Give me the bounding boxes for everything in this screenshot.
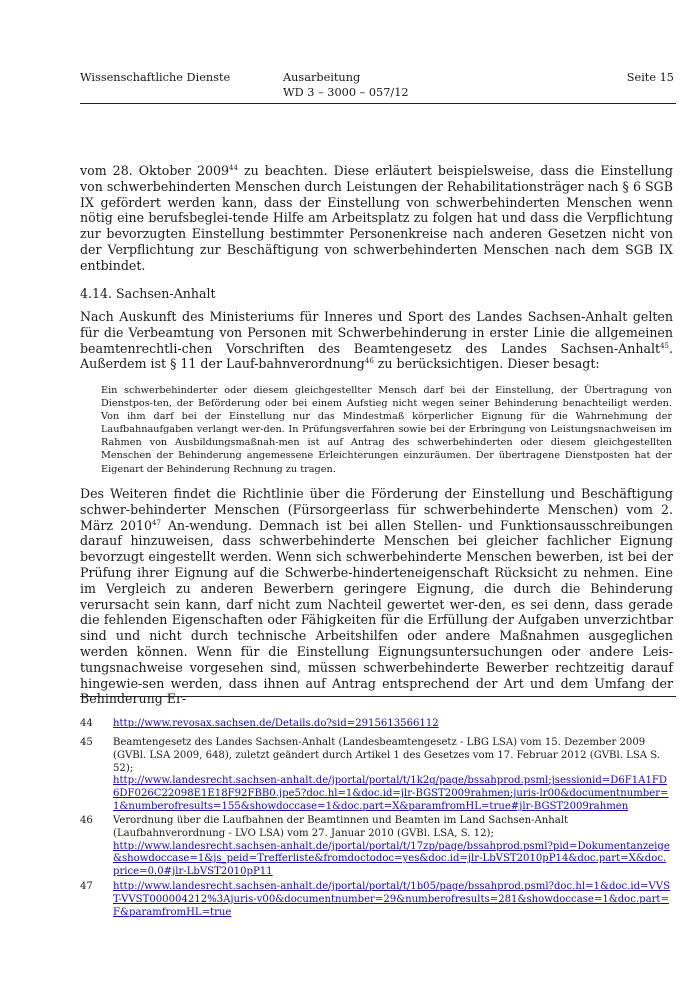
footnote-link[interactable]: http://www.revosax.sachsen.de/Details.do?sid=2915613566112 xyxy=(113,718,439,729)
paragraph-sachsen-anhalt xyxy=(80,309,673,372)
footnote-number: 45 xyxy=(80,737,93,748)
paragraph-fuersorgeerlass xyxy=(80,486,673,707)
paragraph-intro-text-2: zu beachten. Diese erläutert beispielsweise, dass die Einstellung von schwerbehinderten Menschen durch Leistungen der Rehabilitationsträger nach § 6 SGB IX gefördert werden kann, dass der Einstellung von schwerbehinderten Menschen wenn nötig eine berufsbeglei-tende Hilfe am Arbeitsplatz zu folgen hat und dass die Verpflichtung zur bevorzugten Einstellung bestimmter Personenkreise nach anderen Gesetzen nicht von der Verpflichtung zur Beschäftigung von schwerbehinderten Menschen nach dem SGB IX entbindet. xyxy=(80,163,673,273)
paragraph-intro-text-1: vom 28. Oktober 2009 xyxy=(80,163,229,178)
footnote-ref-44[interactable]: 44 xyxy=(229,163,238,172)
paragraph-fe-text-2: An-wendung. Demnach ist bei allen Stellen- und Funktionsausschreibungen darauf hinzuweisen, dass schwerbehinderte Menschen bei gleicher fachlicher Eignung bevorzugt eingestellt werden. Wenn sich schwerbehinderte Menschen bewerben, ist bei der Prüfung ihrer Eignung auf die Schwerbe-hinderteneigenschaft Rücksicht zu nehmen. Eine im Vergleich zu anderen Bewerbern geringere Eignung, die durch die Behinderung verursacht sein kann, darf nicht zum Nachteil gewertet wer-den, es sei denn, dass gerade die fehlenden Eigenschaften oder Fähigkeiten für die Erfüllung der Aufgaben unverzichtbar sind und nicht durch technische Arbeitshilfen oder andere Maßnahmen ausgeglichen werden können. Wenn für die Einstellung Eignungsuntersuchungen oder andere Leis-tungsnachweise vorgesehen sind, müssen schwerbehinderte Bewerber rechtzeitig darauf hingewie-sen werden, dass ihnen auf Antrag entsprechend der Art und dem Umfang der Behinderung Er- xyxy=(80,517,673,707)
footnote-46 xyxy=(80,815,672,879)
legal-quote: Ein schwerbehinderter oder diesem gleichgestellter Mensch darf bei der Einstellung, der Übertragung von Dienstpos-ten, der Beförderung oder bei einem Aufstieg nicht wegen seiner Behinderung benachteiligt werden. Von ihm darf bei der Einstellung nur das Mindestmaß körperlicher Eignung für die Wahrnehmung der Laufbahnaufgaben verlangt wer-den. In Prüfungsverfahren sowie bei der Erbringung von Leistungsnachweisen im Rahmen von Ausbildungsmaßnah-men ist auf Antrag des schwerbehinderten oder diesem gleichgestellten Menschen der Behinderung angemessene Erleichterungen einzuräumen. Der übertragene Dienstposten hat der Eigenart der Behinderung Rechnung zu tragen. xyxy=(101,385,672,475)
paragraph-sa-text-2: . Außerdem ist § 11 der Lauf-bahnverordnung xyxy=(80,340,673,372)
footnote-ref-47[interactable]: 47 xyxy=(152,518,161,527)
footnote-47 xyxy=(80,881,672,919)
header-document-info xyxy=(283,70,409,100)
header-page-number: Seite 15 xyxy=(626,71,674,84)
footnote-ref-45[interactable]: 45 xyxy=(660,341,669,350)
footnote-number: 44 xyxy=(80,718,93,729)
footnote-text: Beamtengesetz des Landes Sachsen-Anhalt (Landesbeamtengesetz - LBG LSA) vom 15. Dezember 2009 (GVBl. LSA 2009, 648), zuletzt geändert durch Artikel 1 des Gesetzes vom 17. Februar 2012 (GVBl. LSA S. 52); xyxy=(113,737,660,774)
paragraph-intro xyxy=(80,163,673,274)
header-doc-type: Ausarbeitung xyxy=(283,71,361,84)
header-divider xyxy=(80,103,676,104)
footnote-number: 47 xyxy=(80,881,93,892)
footnote-link[interactable]: http://www.landesrecht.sachsen-anhalt.de/jportal/portal/t/1k2g/page/bssahprod.psml;jsessionid=D6F1A1FD6DF026C22098E1E18F92FBB0.jpe5?doc.hl=1&doc.id=jlr-BGST2009rahmen;juris-lr00&documentnumber=1&numberofresults=155&showdoccase=1&doc.part=X&paramfromHL=true#jlr-BGST2009rahmen xyxy=(113,775,669,812)
footnote-text: Verordnung über die Laufbahnen der Beamtinnen und Beamten im Land Sachsen-Anhalt (Laufbahnverordnung - LVO LSA) vom 27. Januar 2010 (GVBl. LSA, S. 12); xyxy=(113,815,569,839)
footnote-44 xyxy=(80,718,672,731)
paragraph-fe-text-1: Des Weiteren findet die Richtlinie über die Förderung der Einstellung und Beschäftigung schwer-behinderter Menschen (Fürsorgeerlass für schwerbehinderte Menschen) vom 2. März 2010 xyxy=(80,486,673,533)
footnote-ref-46[interactable]: 46 xyxy=(364,357,374,366)
paragraph-sa-text-1: Nach Auskunft des Ministeriums für Inneres und Sport des Landes Sachsen-Anhalt gelten für die Verbeamtung von Personen mit Schwerbehinderung in erster Linie die allgemeinen beamtenrechtli-chen Vorschriften des Beamtengesetz des Landes Sachsen-Anhalt xyxy=(80,309,673,356)
footnote-number: 46 xyxy=(80,815,93,826)
footnote-divider xyxy=(80,696,676,697)
footnote-link[interactable]: http://www.landesrecht.sachsen-anhalt.de/jportal/portal/t/17zp/page/bssahprod.psml?pid=Dokumentanzeige&showdoccase=1&js_peid=Trefferliste&fromdoctodoc=yes&doc.id=jlr-LbVST2010pP14&doc.part=X&doc.price=0.0#jlr-LbVST2010pP11 xyxy=(113,840,670,878)
paragraph-sa-text-3: zu berücksichtigen. Dieser besagt: xyxy=(373,356,600,372)
section-heading: 4.14. Sachsen-Anhalt xyxy=(80,286,216,301)
footnote-45 xyxy=(80,737,672,814)
header-doc-number: WD 3 – 3000 – 057/12 xyxy=(283,86,409,99)
footnote-link[interactable]: http://www.landesrecht.sachsen-anhalt.de/jportal/portal/t/1b05/page/bssahprod.psml?doc.hl=1&doc.id=VVST-VVST000004212%3Ajuris-v00&documentnumber=29&numberofresults=281&showdoccase=1&doc.part=F&paramfromHL=true xyxy=(113,881,670,918)
header-department: Wissenschaftliche Dienste xyxy=(80,71,231,84)
